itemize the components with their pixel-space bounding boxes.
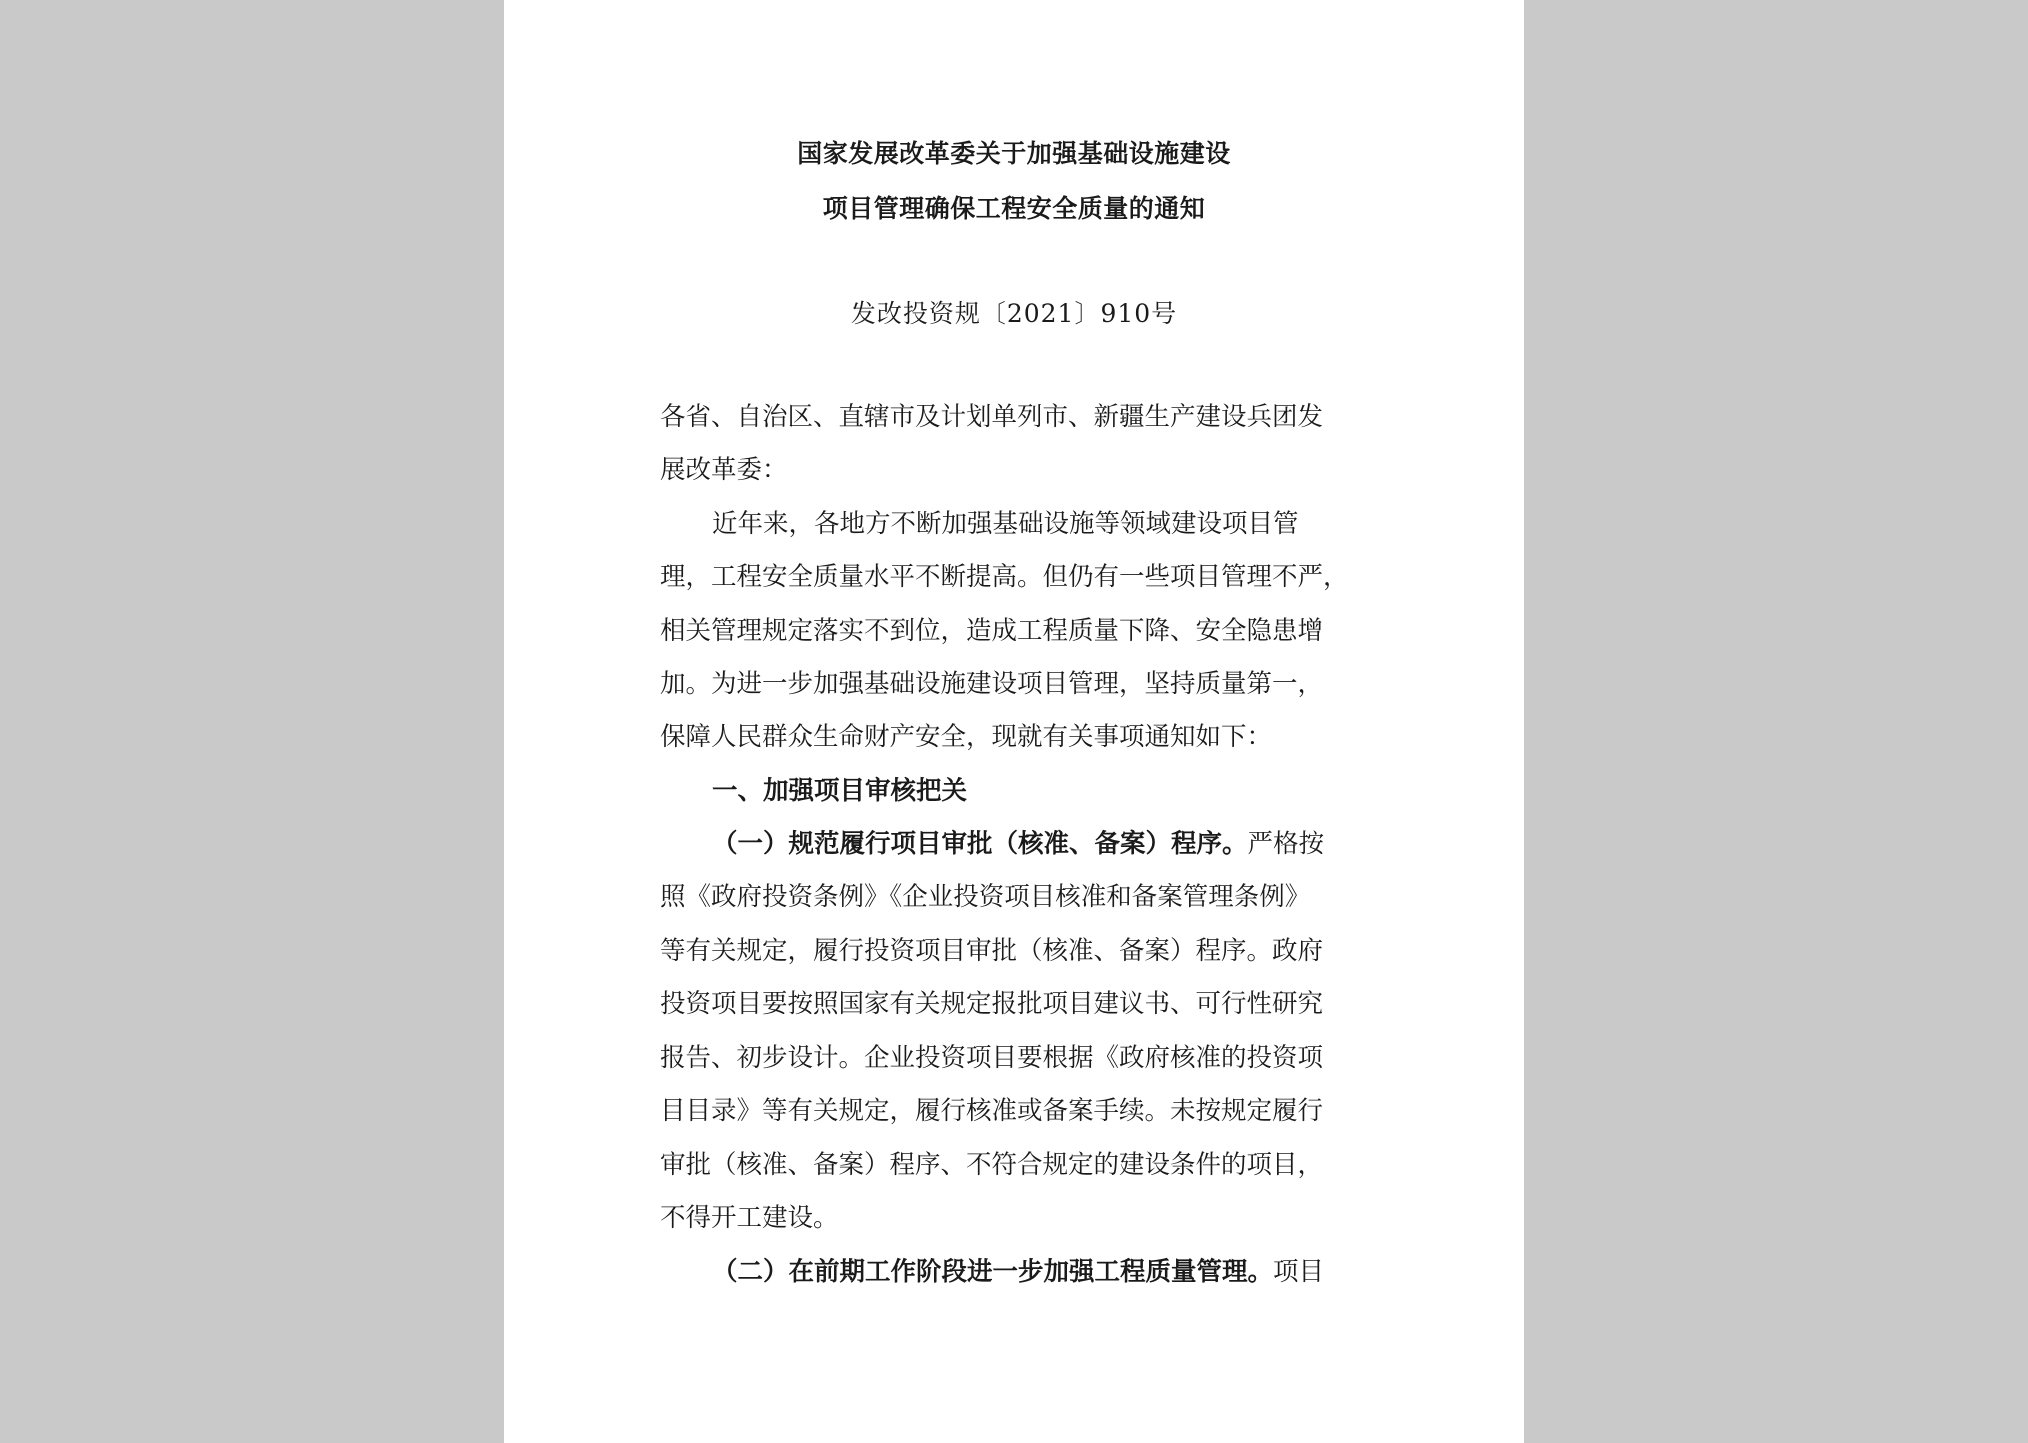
item-title: （一）规范履行项目审批（核准、备案）程序。 [712,829,1248,859]
paragraph-line: 近年来，各地方不断加强基础设施等领域建设项目管 [712,509,1299,539]
paragraph-line: 等有关规定，履行投资项目审批（核准、备案）程序。政府 [660,936,1324,966]
paragraph-line: 相关管理规定落实不到位，造成工程质量下降、安全隐患增 [660,616,1324,646]
paragraph-line: 投资项目要按照国家有关规定报批项目建议书、可行性研究 [660,989,1324,1019]
document-number: 发改投资规〔2021〕910号 [850,299,1178,328]
item-heading-line [712,827,1424,861]
paragraph-line: 照《政府投资条例》《企业投资项目核准和备案管理条例》 [660,882,1311,912]
paragraph-line: 加。为进一步加强基础设施建设项目管理，坚持质量第一， [660,669,1324,699]
document-title-line-2: 项目管理确保工程安全质量的通知 [822,194,1206,223]
paragraph-line: 报告、初步设计。企业投资项目要根据《政府核准的投资项 [660,1043,1324,1073]
addressee-line: 展改革委： [660,455,788,485]
paragraph-line: 审批（核准、备案）程序、不符合规定的建设条件的项目， [660,1150,1324,1180]
paragraph-line: 理，工程安全质量水平不断提高。但仍有一些项目管理不严， [660,562,1349,592]
section-heading: 一、加强项目审核把关 [712,776,968,806]
document-title-line-1: 国家发展改革委关于加强基础设施建设 [797,139,1231,168]
paragraph-line: 不得开工建设。 [660,1203,839,1233]
addressee-line: 各省、自治区、直辖市及计划单列市、新疆生产建设兵团发 [660,402,1324,432]
item-title: （二）在前期工作阶段进一步加强工程质量管理。 [712,1257,1274,1287]
item-text: 项目 [1273,1257,1325,1287]
item-heading-line [712,1255,1424,1289]
item-text: 严格按 [1247,829,1325,859]
document-page [504,0,1524,1443]
paragraph-line: 目目录》等有关规定，履行核准或备案手续。未按规定履行 [660,1096,1324,1126]
paragraph-line: 保障人民群众生命财产安全，现就有关事项通知如下： [660,722,1273,752]
